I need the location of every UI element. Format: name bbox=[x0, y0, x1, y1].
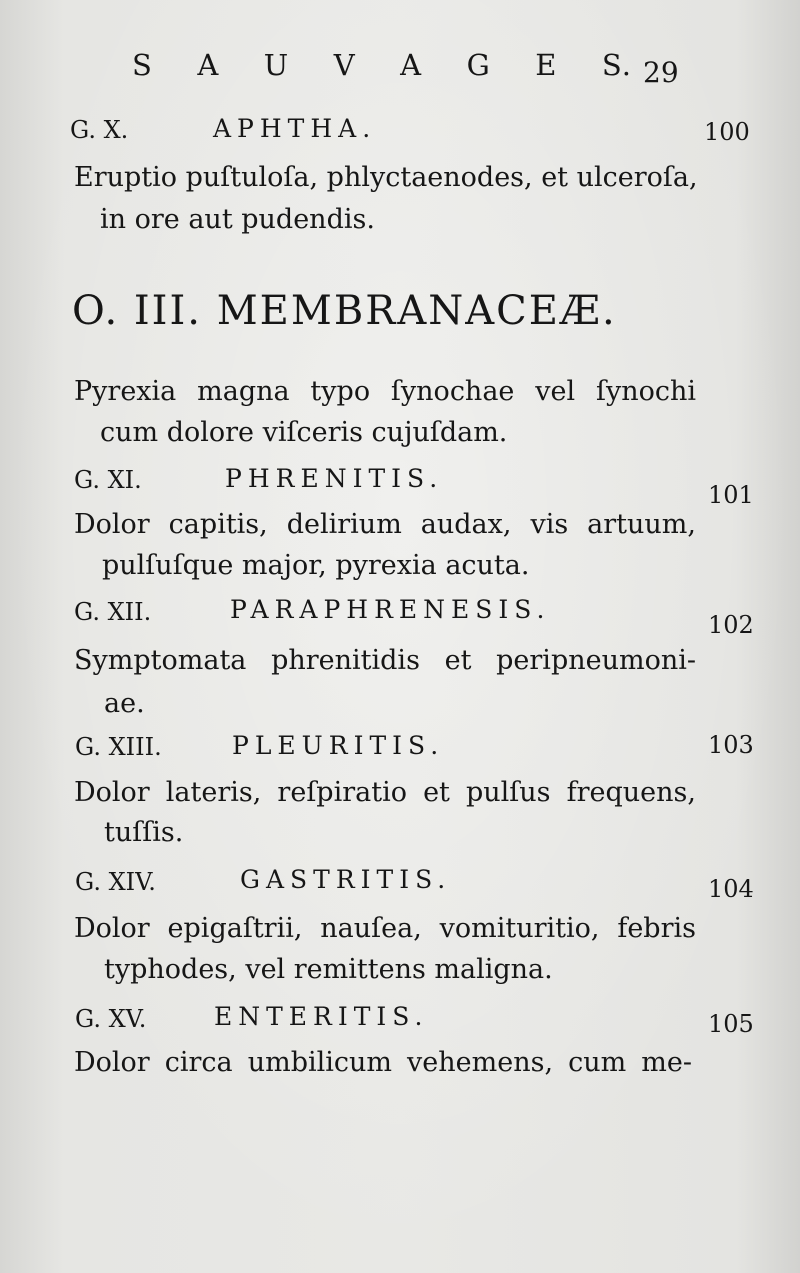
description-line: tuſſis. bbox=[104, 817, 184, 848]
description-line: in ore aut pudendis. bbox=[100, 204, 375, 235]
running-head-letter: G bbox=[466, 48, 491, 82]
genus-number: G. XIV. bbox=[75, 868, 156, 896]
genus-name: GASTRITIS. bbox=[240, 865, 452, 894]
running-head-letter: S. bbox=[601, 48, 632, 82]
running-head-letter: A bbox=[400, 48, 423, 82]
running-head-letter: U bbox=[263, 48, 290, 82]
order-description-line: cum dolore viſceris cujuſdam. bbox=[100, 417, 508, 448]
running-head-letter: A bbox=[197, 48, 220, 82]
page-number: 29 bbox=[643, 56, 679, 89]
section-number: 105 bbox=[708, 1010, 754, 1038]
description-line: typhodes, vel remittens maligna. bbox=[104, 954, 553, 985]
description-line: ae. bbox=[104, 688, 145, 719]
genus-name: APHTHA. bbox=[213, 114, 377, 143]
section-number: 100 bbox=[704, 118, 750, 146]
genus-number: G. XV. bbox=[75, 1005, 147, 1033]
description-line: Symptomata phrenitidis et peripneumoni- bbox=[74, 645, 696, 676]
order-heading: O. III. MEMBRANACEÆ. bbox=[72, 288, 617, 334]
description-line: Dolor epigaſtrii, nauſea, vomituritio, febris bbox=[74, 913, 696, 944]
description-line: Dolor circa umbilicum vehemens, cum me- bbox=[74, 1047, 692, 1078]
description-line: pulſuſque major, pyrexia acuta. bbox=[102, 550, 530, 581]
running-head-letter: S bbox=[132, 48, 153, 82]
section-number: 104 bbox=[708, 875, 754, 903]
section-number: 102 bbox=[708, 611, 754, 639]
genus-name: PLEURITIS. bbox=[232, 731, 445, 760]
description-line: Eruptio puſtuloſa, phlyctaenodes, et ulceroſa, bbox=[74, 162, 698, 193]
genus-number: G. X. bbox=[70, 116, 129, 144]
running-head-letter: E bbox=[535, 48, 558, 82]
running-head bbox=[132, 48, 632, 82]
genus-name: ENTERITIS. bbox=[214, 1002, 429, 1031]
genus-number: G. XI. bbox=[74, 466, 142, 494]
genus-name: PARAPHRENESIS. bbox=[230, 595, 551, 624]
genus-number: G. XII. bbox=[74, 598, 152, 626]
description-line: Dolor lateris, reſpiratio et pulſus frequens, bbox=[74, 777, 696, 808]
description-line: Dolor capitis, delirium audax, vis artuum, bbox=[74, 509, 696, 540]
genus-number: G. XIII. bbox=[75, 733, 162, 761]
order-description-line: Pyrexia magna typo ſynochae vel ſynochi bbox=[74, 376, 696, 407]
section-number: 101 bbox=[708, 481, 754, 509]
genus-name: PHRENITIS. bbox=[225, 464, 444, 493]
running-head-letter: V bbox=[333, 48, 356, 82]
section-number: 103 bbox=[708, 731, 754, 759]
